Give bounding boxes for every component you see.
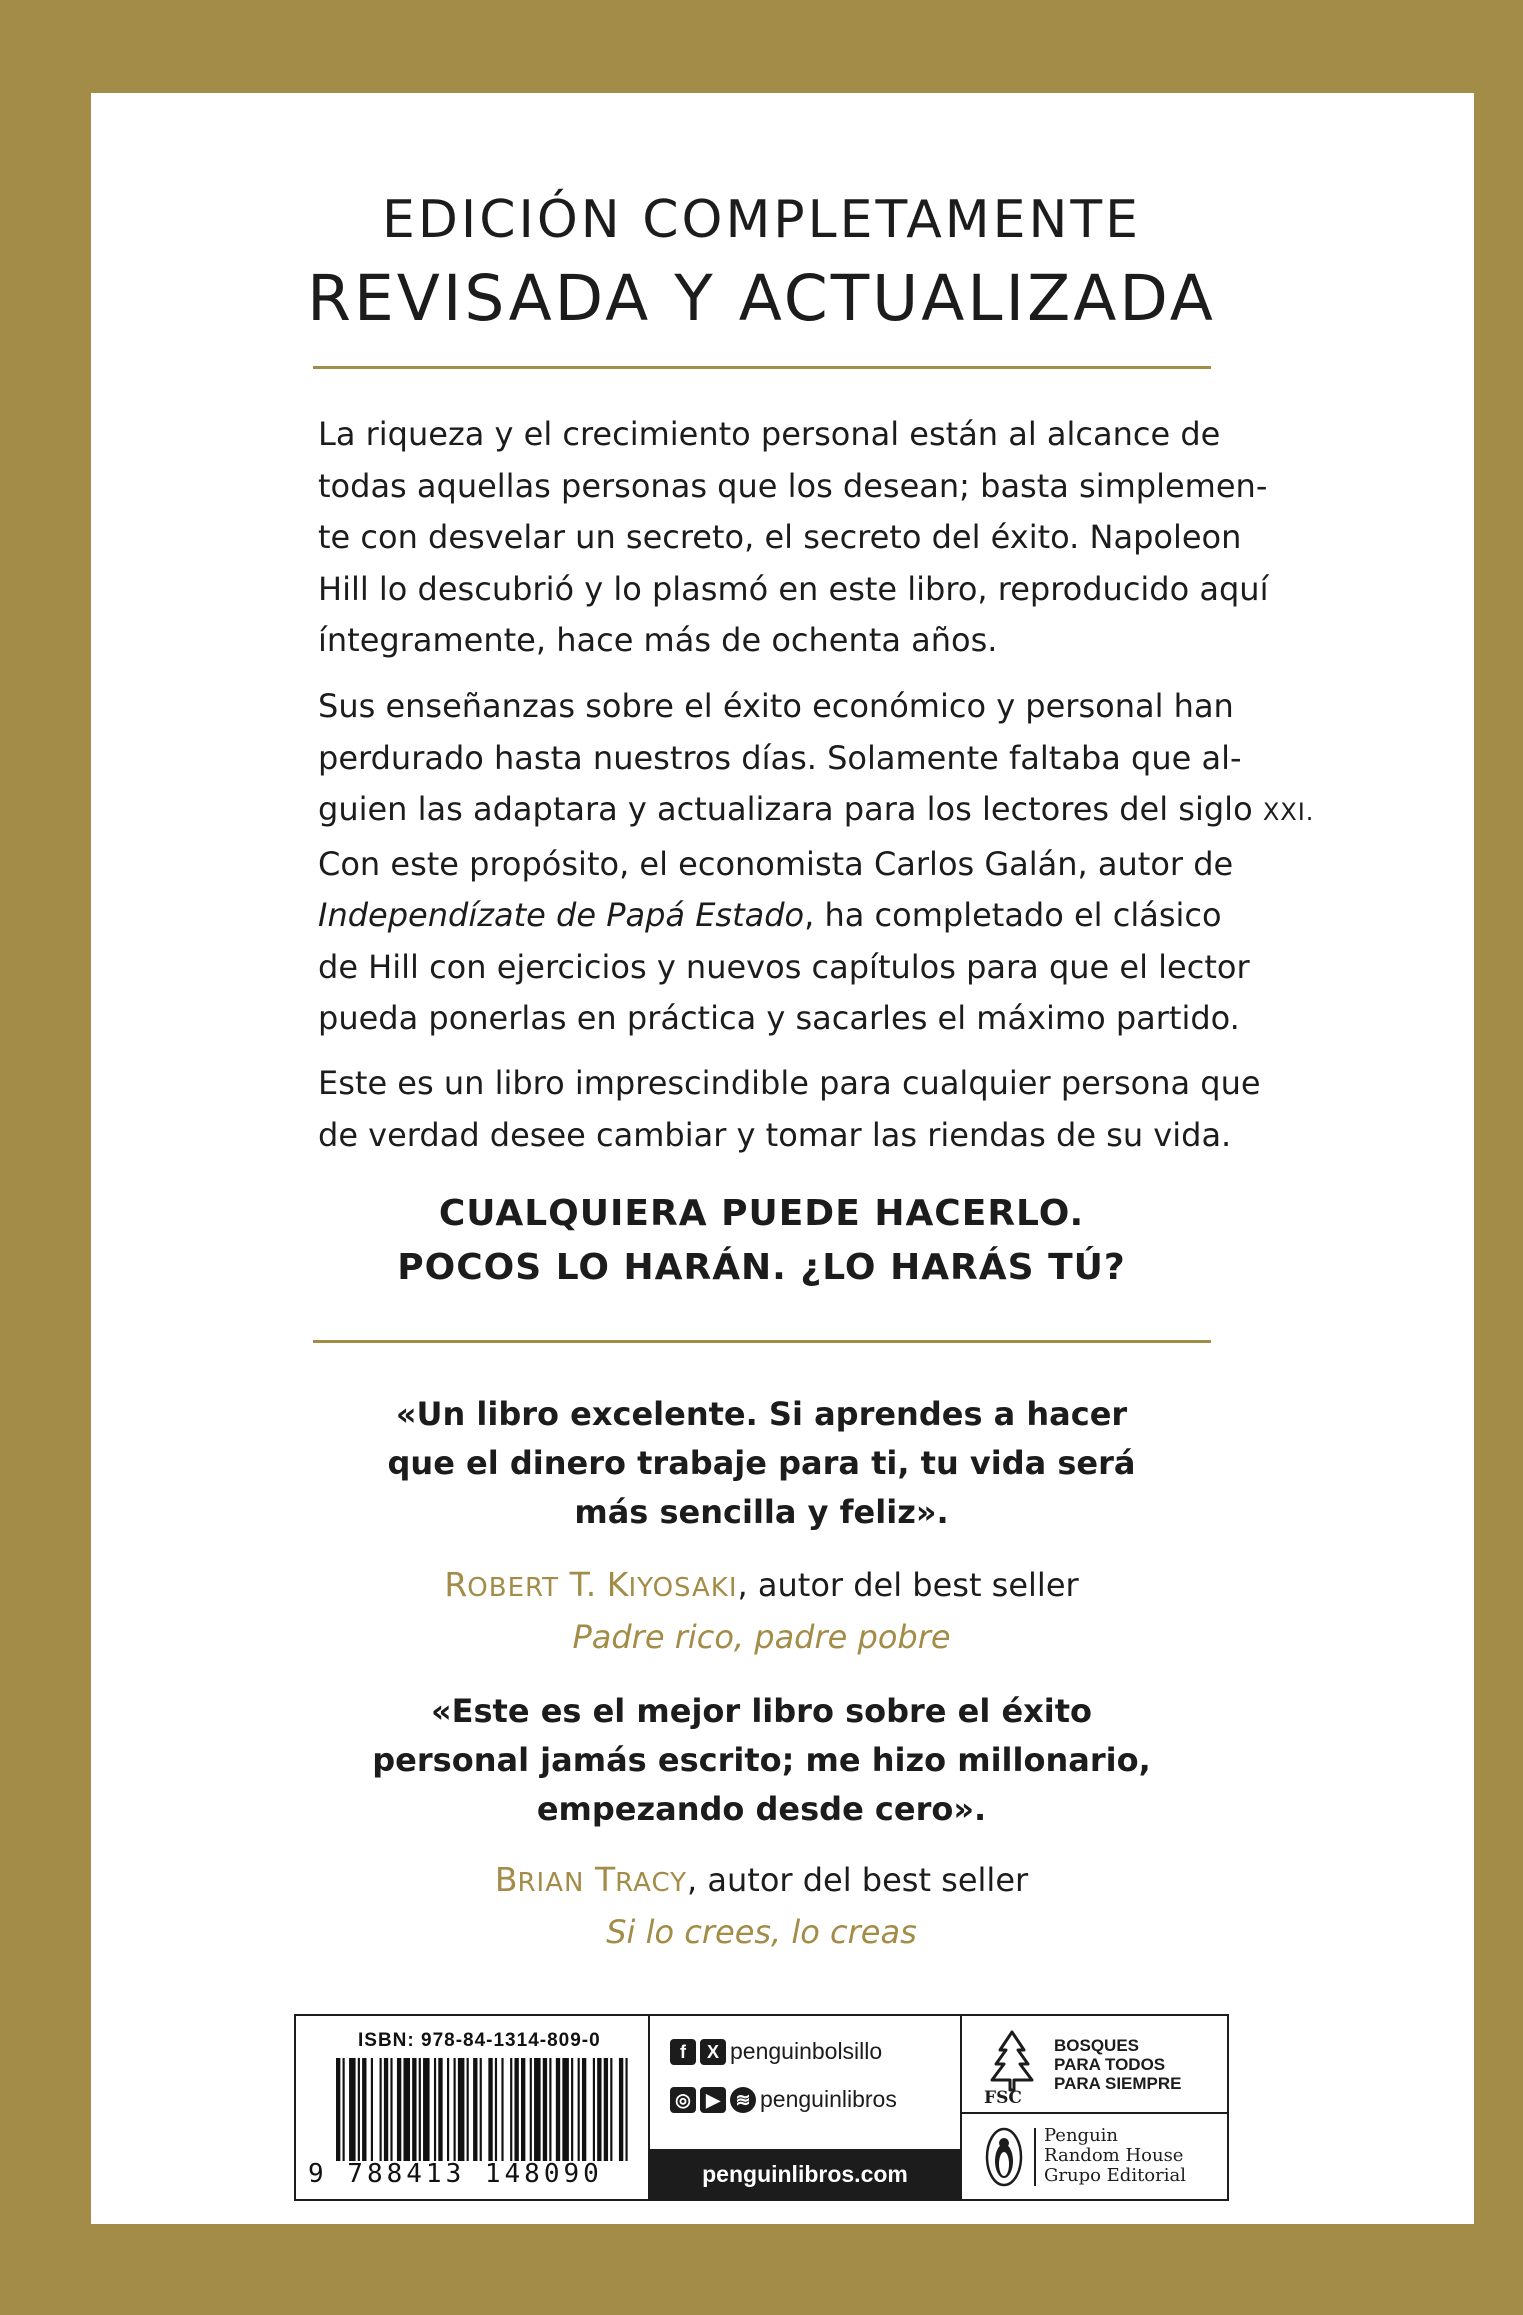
p2-line bbox=[318, 784, 1315, 839]
youtube-icon[interactable]: ▶ bbox=[700, 2087, 726, 2113]
spotify-icon[interactable]: ≋ bbox=[730, 2087, 756, 2113]
paragraph-1 bbox=[318, 409, 1269, 667]
quote-1-attribution bbox=[0, 1560, 1523, 1662]
p2-line-text: guien las adaptara y actualizara para los lectores del siglo bbox=[318, 790, 1253, 828]
p2-line: Con este propósito, el economista Carlos Galán, autor de bbox=[318, 844, 1234, 883]
barcode-icon bbox=[336, 2058, 632, 2161]
publisher-divider bbox=[1034, 2128, 1036, 2186]
p2-line: pueda ponerlas en práctica y sacarles el máximo partido. bbox=[318, 999, 1240, 1037]
quote-1-line: que el dinero trabaje para ti, tu vida será bbox=[387, 1444, 1136, 1482]
social-handle-1[interactable]: penguinbolsillo bbox=[730, 2038, 883, 2064]
quote-1-book: Padre rico, padre pobre bbox=[572, 1618, 951, 1656]
quote-2-attribution bbox=[0, 1855, 1523, 1957]
top-divider bbox=[313, 366, 1211, 369]
slogan bbox=[0, 1187, 1523, 1295]
p1-line: Hill lo descubrió y lo plasmó en este libro, reproducido aquí bbox=[318, 569, 1269, 608]
social-row-2 bbox=[670, 2086, 897, 2113]
quote-2-author: BRIAN TRACY bbox=[494, 1860, 688, 1899]
p1-line: te con desvelar un secreto, el secreto del éxito. Napoleon bbox=[318, 518, 1242, 556]
quote-2-line: personal jamás escrito; me hizo millonario, bbox=[372, 1741, 1151, 1779]
p1-line: íntegramente, hace más de ochenta años. bbox=[318, 621, 998, 659]
paragraph-3 bbox=[318, 1058, 1261, 1161]
quote-1 bbox=[0, 1390, 1523, 1537]
isbn-text: ISBN: 978-84-1314-809-0 bbox=[358, 2030, 601, 2051]
barcode-digits: 9 788413 148090 bbox=[308, 2159, 603, 2189]
logos-cell bbox=[962, 2016, 1229, 2199]
quote-1-author-suffix: , autor del best seller bbox=[737, 1566, 1079, 1604]
quote-2 bbox=[0, 1687, 1523, 1834]
penguin-logo-icon bbox=[984, 2126, 1024, 2188]
p2-line: Sus enseñanzas sobre el éxito económico y personal han bbox=[318, 687, 1234, 725]
slogan-line-1: CUALQUIERA PUEDE HACERLO. bbox=[438, 1193, 1085, 1234]
paragraph-2 bbox=[318, 681, 1315, 1045]
middle-divider bbox=[313, 1340, 1211, 1343]
social-cell bbox=[650, 2016, 962, 2199]
quote-1-line: más sencilla y feliz». bbox=[574, 1493, 949, 1531]
book-title-italic: Independízate de Papá Estado bbox=[318, 896, 805, 934]
quote-2-line: «Este es el mejor libro sobre el éxito bbox=[430, 1692, 1093, 1730]
logo-divider bbox=[962, 2112, 1229, 2114]
header-line-1: EDICIÓN COMPLETAMENTE bbox=[381, 190, 1142, 250]
quote-1-line: «Un libro excelente. Si aprendes a hacer bbox=[395, 1395, 1128, 1433]
p1-line: La riqueza y el crecimiento personal están al alcance de bbox=[318, 415, 1221, 453]
p2-line: perdurado hasta nuestros días. Solamente faltaba que al- bbox=[318, 738, 1242, 777]
quote-1-author: ROBERT T. KIYOSAKI bbox=[444, 1565, 738, 1604]
website-link[interactable]: penguinlibros.com bbox=[650, 2149, 960, 2199]
quote-2-author-suffix: , autor del best seller bbox=[687, 1861, 1029, 1899]
p1-line: todas aquellas personas que los desean; basta simplemen- bbox=[318, 466, 1268, 505]
bosques-label: BOSQUES PARA TODOS PARA SIEMPRE bbox=[1054, 2036, 1182, 2093]
slogan-line-2: POCOS LO HARÁN. ¿LO HARÁS TÚ? bbox=[397, 1247, 1126, 1288]
header-line-2: REVISADA Y ACTUALIZADA bbox=[307, 262, 1216, 335]
quote-2-book: Si lo crees, lo creas bbox=[606, 1913, 917, 1951]
p3-line: Este es un libro imprescindible para cualquier persona que bbox=[318, 1064, 1261, 1102]
p2-line-text: , ha completado el clásico bbox=[804, 896, 1222, 934]
barcode-cell bbox=[296, 2016, 650, 2199]
footer-box bbox=[294, 2014, 1229, 2201]
p2-line: de Hill con ejercicios y nuevos capítulos para que el lector bbox=[318, 947, 1250, 986]
x-icon[interactable]: X bbox=[700, 2039, 726, 2065]
social-row-1 bbox=[670, 2038, 882, 2065]
facebook-icon[interactable]: f bbox=[670, 2039, 696, 2065]
fsc-label: FSC bbox=[984, 2088, 1022, 2108]
publisher-name: Penguin Random House Grupo Editorial bbox=[1044, 2125, 1186, 2186]
p2-line bbox=[318, 890, 1222, 942]
instagram-icon[interactable]: ◎ bbox=[670, 2087, 696, 2113]
p3-line: de verdad desee cambiar y tomar las riendas de su vida. bbox=[318, 1115, 1232, 1154]
century-numeral: XXI. bbox=[1262, 798, 1315, 826]
quote-2-line: empezando desde cero». bbox=[536, 1790, 987, 1828]
social-handle-2[interactable]: penguinlibros bbox=[760, 2086, 897, 2112]
